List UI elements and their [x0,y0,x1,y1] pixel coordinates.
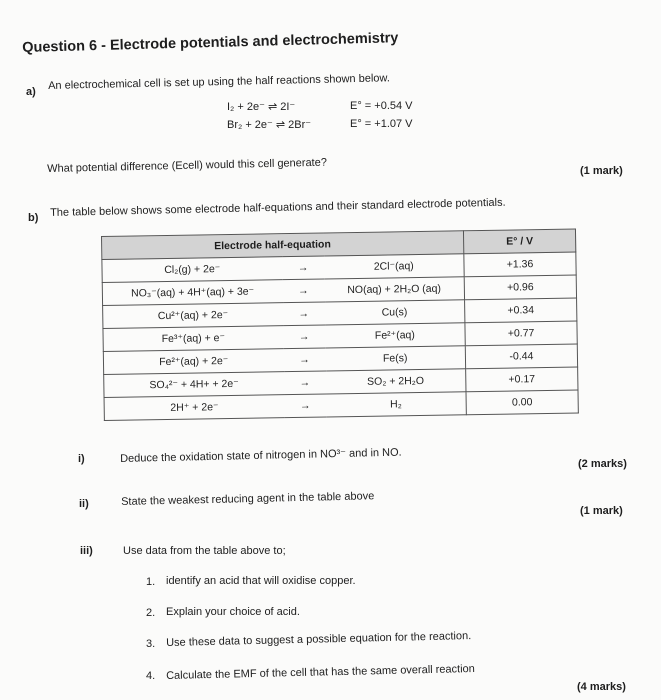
half-eq-left: Cl₂(g) + 2e⁻ [102,257,282,283]
header-potential: E° / V [463,229,575,254]
potential-value: +1.36 [464,252,576,277]
potential-value: 0.00 [466,390,578,415]
part-b-label: b) [28,212,39,224]
half-eq-right: SO₂ + 2H₂O [326,369,466,394]
half-eq-right: Cu(s) [325,300,465,325]
half-eq-right: NO(aq) + 2H₂O (aq) [324,277,464,302]
half-eq-left: SO₄²⁻ + 4H+ + 2e⁻ [104,372,284,398]
part-a-question: What potential difference (Ecell) would this cell generate? [47,156,328,175]
sub-ii-label: ii) [79,498,89,510]
sub-iii-marks: (4 marks) [577,681,626,693]
half-eq-left: Fe²⁺(aq) + 2e⁻ [103,349,283,375]
arrow-icon: → [284,371,326,395]
arrow-icon: → [282,279,324,303]
half-eq-right: Fe(s) [325,346,465,371]
half-eq-left: 2H⁺ + 2e⁻ [104,395,284,421]
half-eq-left: NO₃⁻(aq) + 4H⁺(aq) + 3e⁻ [102,280,282,306]
sub-iii-label: iii) [80,545,93,557]
potential-value: -0.44 [465,344,577,369]
list-item: Calculate the EMF of the cell that has the same overall reaction [166,662,475,682]
arrow-icon: → [283,348,325,372]
half-eq-right: 2Cl⁻(aq) [324,254,464,279]
list-item-number: 2. [146,607,156,619]
potential-value: +0.34 [465,298,577,323]
list-item: Explain your choice of acid. [166,606,300,618]
list-item: Use these data to suggest a possible equation for the reaction. [166,630,472,649]
list-item-number: 3. [146,638,156,650]
list-item-number: 4. [146,670,156,682]
half-eq-right: H₂ [326,392,466,417]
part-a-label: a) [26,86,36,98]
arrow-icon: → [282,256,324,280]
header-half-equation: Electrode half-equation [102,231,464,260]
reaction-iodine: I₂ + 2e⁻ ⇌ 2I⁻ [227,101,296,113]
electrode-potential-table [101,229,579,421]
half-eq-right: Fe²⁺(aq) [325,323,465,348]
half-eq-left: Fe³⁺(aq) + e⁻ [103,326,283,352]
arrow-icon: → [283,325,325,349]
arrow-icon: → [284,394,326,418]
sub-i-label: i) [78,453,85,465]
list-item: identify an acid that will oxidise copper. [166,575,356,587]
arrow-icon: → [283,302,325,326]
potential-value: +0.77 [465,321,577,346]
sub-i-text: Deduce the oxidation state of nitrogen in NO³⁻ and in NO. [120,446,402,465]
sub-ii-marks: (1 mark) [580,505,623,517]
part-a-intro: An electrochemical cell is set up using the half reactions shown below. [48,72,390,92]
sub-ii-text: State the weakest reducing agent in the table above [121,490,375,508]
potential-iodine: E° = +0.54 V [350,100,413,112]
list-item-number: 1. [146,576,156,588]
part-a-marks: (1 mark) [580,165,623,177]
potential-bromine: E° = +1.07 V [350,118,413,130]
part-b-intro: The table below shows some electrode half-equations and their standard electrode potentials. [50,196,506,219]
half-eq-left: Cu²⁺(aq) + 2e⁻ [103,303,283,329]
question-title: Question 6 - Electrode potentials and electrochemistry [22,30,399,56]
potential-value: +0.17 [466,367,578,392]
potential-value: +0.96 [464,275,576,300]
sub-i-marks: (2 marks) [578,458,627,470]
sub-iii-text: Use data from the table above to; [123,545,286,557]
reaction-bromine: Br₂ + 2e⁻ ⇌ 2Br⁻ [227,119,312,131]
